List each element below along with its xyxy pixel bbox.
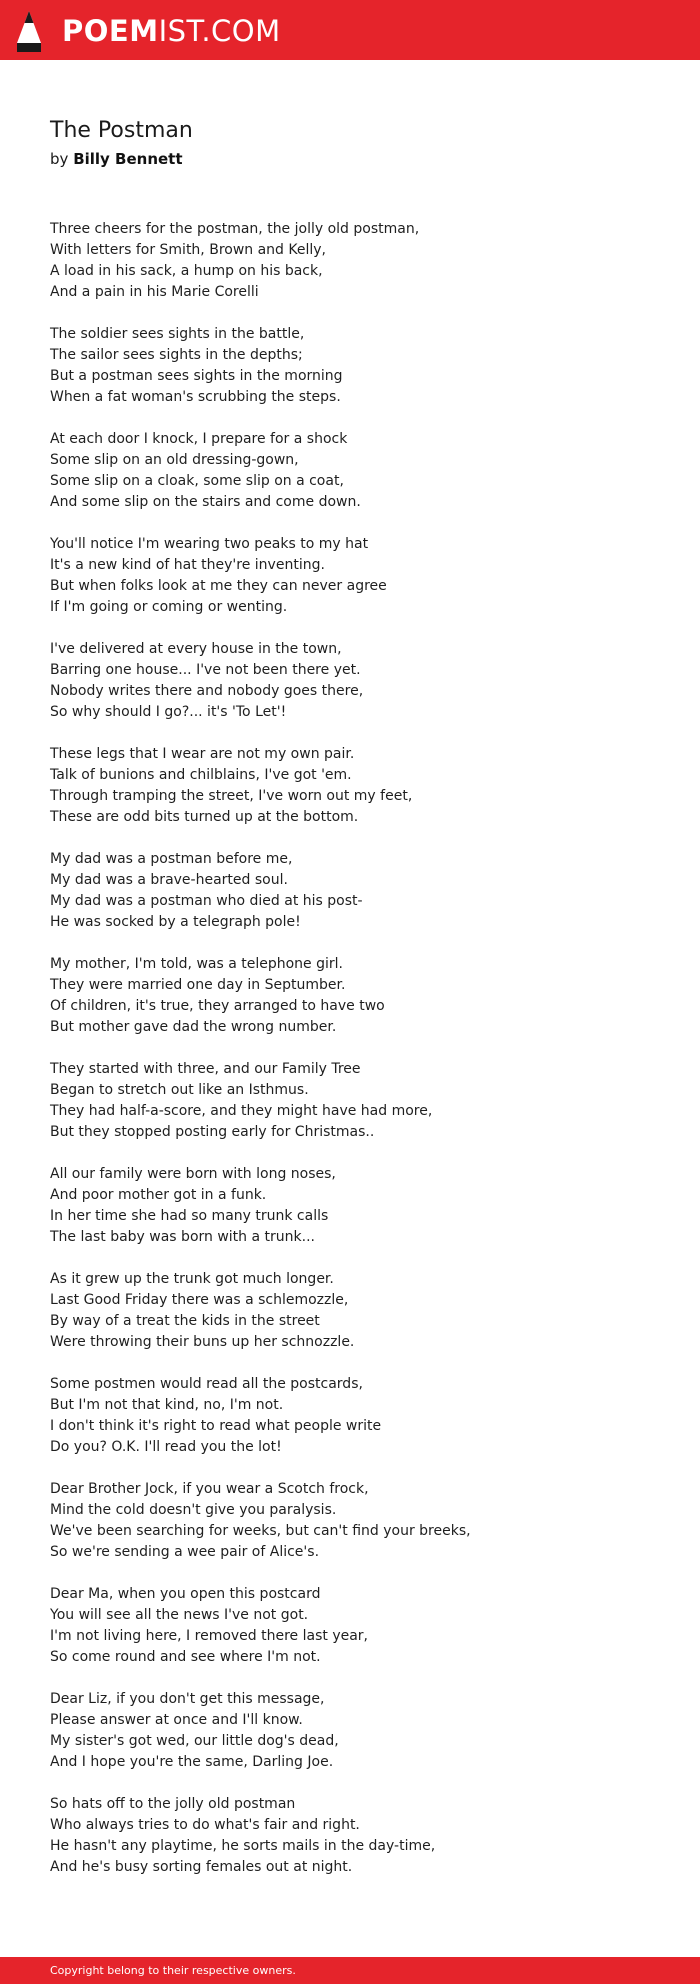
logo-bold-text: POEM (62, 14, 159, 48)
poem-line: These are odd bits turned up at the bottom. (50, 809, 359, 825)
byline (50, 148, 183, 170)
stanza (50, 1479, 650, 1563)
site-logo[interactable] (16, 10, 281, 52)
stanza (50, 324, 650, 408)
poem-title: The Postman (50, 118, 193, 143)
poem-line: You'll notice I'm wearing two peaks to my hat (50, 536, 369, 552)
poem-line: In her time she had so many trunk calls (50, 1208, 329, 1224)
poem-line: And he's busy sorting females out at night. (50, 1859, 353, 1875)
poem-line: Some slip on a cloak, some slip on a coat, (50, 473, 344, 489)
poem-line: He was socked by a telegraph pole! (50, 914, 301, 930)
poem-line: Do you? O.K. I'll read you the lot! (50, 1439, 282, 1455)
poem-line: But mother gave dad the wrong number. (50, 1019, 337, 1035)
stanza (50, 849, 650, 933)
stanza (50, 1374, 650, 1458)
poem-line: But I'm not that kind, no, I'm not. (50, 1397, 284, 1413)
stanza (50, 1584, 650, 1668)
poem-line: When a fat woman's scrubbing the steps. (50, 389, 341, 405)
poem-line: Please answer at once and I'll know. (50, 1712, 303, 1728)
poem-line: The last baby was born with a trunk... (50, 1229, 315, 1245)
poem-line: These legs that I wear are not my own pair. (50, 746, 355, 762)
stanza (50, 1059, 650, 1143)
stanza (50, 429, 650, 513)
poem-line: And a pain in his Marie Corelli (50, 284, 259, 300)
poem-line: If I'm going or coming or wenting. (50, 599, 288, 615)
poem-line: Dear Liz, if you don't get this message, (50, 1691, 325, 1707)
poem-line: But they stopped posting early for Christmas.. (50, 1124, 375, 1140)
poem-line: You will see all the news I've not got. (50, 1607, 309, 1623)
poem-line: They had half-a-score, and they might have had more, (50, 1103, 433, 1119)
poem-line: My dad was a brave-hearted soul. (50, 872, 288, 888)
stanza (50, 1794, 650, 1878)
poem-line: My sister's got wed, our little dog's dead, (50, 1733, 339, 1749)
poem-line: It's a new kind of hat they're inventing. (50, 557, 325, 573)
poem-line: I'm not living here, I removed there last year, (50, 1628, 369, 1644)
logo-light-text: IST.COM (158, 14, 281, 48)
stanza (50, 744, 650, 828)
poem-line: Some postmen would read all the postcards, (50, 1376, 363, 1392)
poem-line: My mother, I'm told, was a telephone girl. (50, 956, 343, 972)
poem-line: Nobody writes there and nobody goes there, (50, 683, 364, 699)
poem-line: Talk of bunions and chilblains, I've got 'em. (50, 767, 352, 783)
poem-line: Last Good Friday there was a schlemozzle, (50, 1292, 349, 1308)
poem-line: Dear Ma, when you open this postcard (50, 1586, 321, 1602)
poem-line: Dear Brother Jock, if you wear a Scotch frock, (50, 1481, 369, 1497)
poem-line: Were throwing their buns up her schnozzle. (50, 1334, 355, 1350)
stanza (50, 534, 650, 618)
stanza (50, 1689, 650, 1773)
poem-line: The soldier sees sights in the battle, (50, 326, 305, 342)
poem-line: As it grew up the trunk got much longer. (50, 1271, 334, 1287)
author-link[interactable]: Billy Bennett (73, 150, 183, 168)
stanza (50, 1269, 650, 1353)
poem-line: The sailor sees sights in the depths; (50, 347, 303, 363)
poem-line: By way of a treat the kids in the street (50, 1313, 320, 1329)
poem-body (50, 219, 650, 1899)
poem-line: And some slip on the stairs and come down. (50, 494, 361, 510)
poem-line: My dad was a postman who died at his post- (50, 893, 363, 909)
poem-line: My dad was a postman before me, (50, 851, 293, 867)
poem-line: So we're sending a wee pair of Alice's. (50, 1544, 320, 1560)
poem-line: He hasn't any playtime, he sorts mails in the day-time, (50, 1838, 436, 1854)
copyright-text: Copyright belong to their respective owners. (50, 1964, 296, 1977)
poem-line: And I hope you're the same, Darling Joe. (50, 1754, 334, 1770)
poem-line: With letters for Smith, Brown and Kelly, (50, 242, 327, 258)
stanza (50, 219, 650, 303)
pencil-tip-icon (16, 10, 42, 52)
poem-line: So hats off to the jolly old postman (50, 1796, 296, 1812)
poem-line: I've delivered at every house in the town, (50, 641, 342, 657)
poem-line: We've been searching for weeks, but can't find your breeks, (50, 1523, 471, 1539)
poem-line: So why should I go?... it's 'To Let'! (50, 704, 287, 720)
poem-line: They were married one day in Septumber. (50, 977, 346, 993)
poem-line: They started with three, and our Family Tree (50, 1061, 361, 1077)
poem-line: But when folks look at me they can never agree (50, 578, 387, 594)
poem-line: Who always tries to do what's fair and right. (50, 1817, 360, 1833)
poem-line: So come round and see where I'm not. (50, 1649, 321, 1665)
stanza (50, 639, 650, 723)
poem-line: All our family were born with long noses, (50, 1166, 336, 1182)
stanza (50, 954, 650, 1038)
poem-line: But a postman sees sights in the morning (50, 368, 343, 384)
poem-line: And poor mother got in a funk. (50, 1187, 267, 1203)
site-logo-text (62, 10, 281, 52)
poem-line: Mind the cold doesn't give you paralysis. (50, 1502, 337, 1518)
poem-line: Of children, it's true, they arranged to have two (50, 998, 385, 1014)
site-header (0, 0, 700, 60)
poem-line: Three cheers for the postman, the jolly old postman, (50, 221, 420, 237)
poem-line: I don't think it's right to read what people write (50, 1418, 382, 1434)
poem-line: Barring one house... I've not been there yet. (50, 662, 361, 678)
poem-line: Through tramping the street, I've worn out my feet, (50, 788, 413, 804)
poem-line: At each door I knock, I prepare for a shock (50, 431, 348, 447)
poem-line: A load in his sack, a hump on his back, (50, 263, 323, 279)
poem-line: Began to stretch out like an Isthmus. (50, 1082, 309, 1098)
site-footer (0, 1957, 700, 1984)
poem-line: Some slip on an old dressing-gown, (50, 452, 299, 468)
by-label: by (50, 150, 69, 168)
stanza (50, 1164, 650, 1248)
